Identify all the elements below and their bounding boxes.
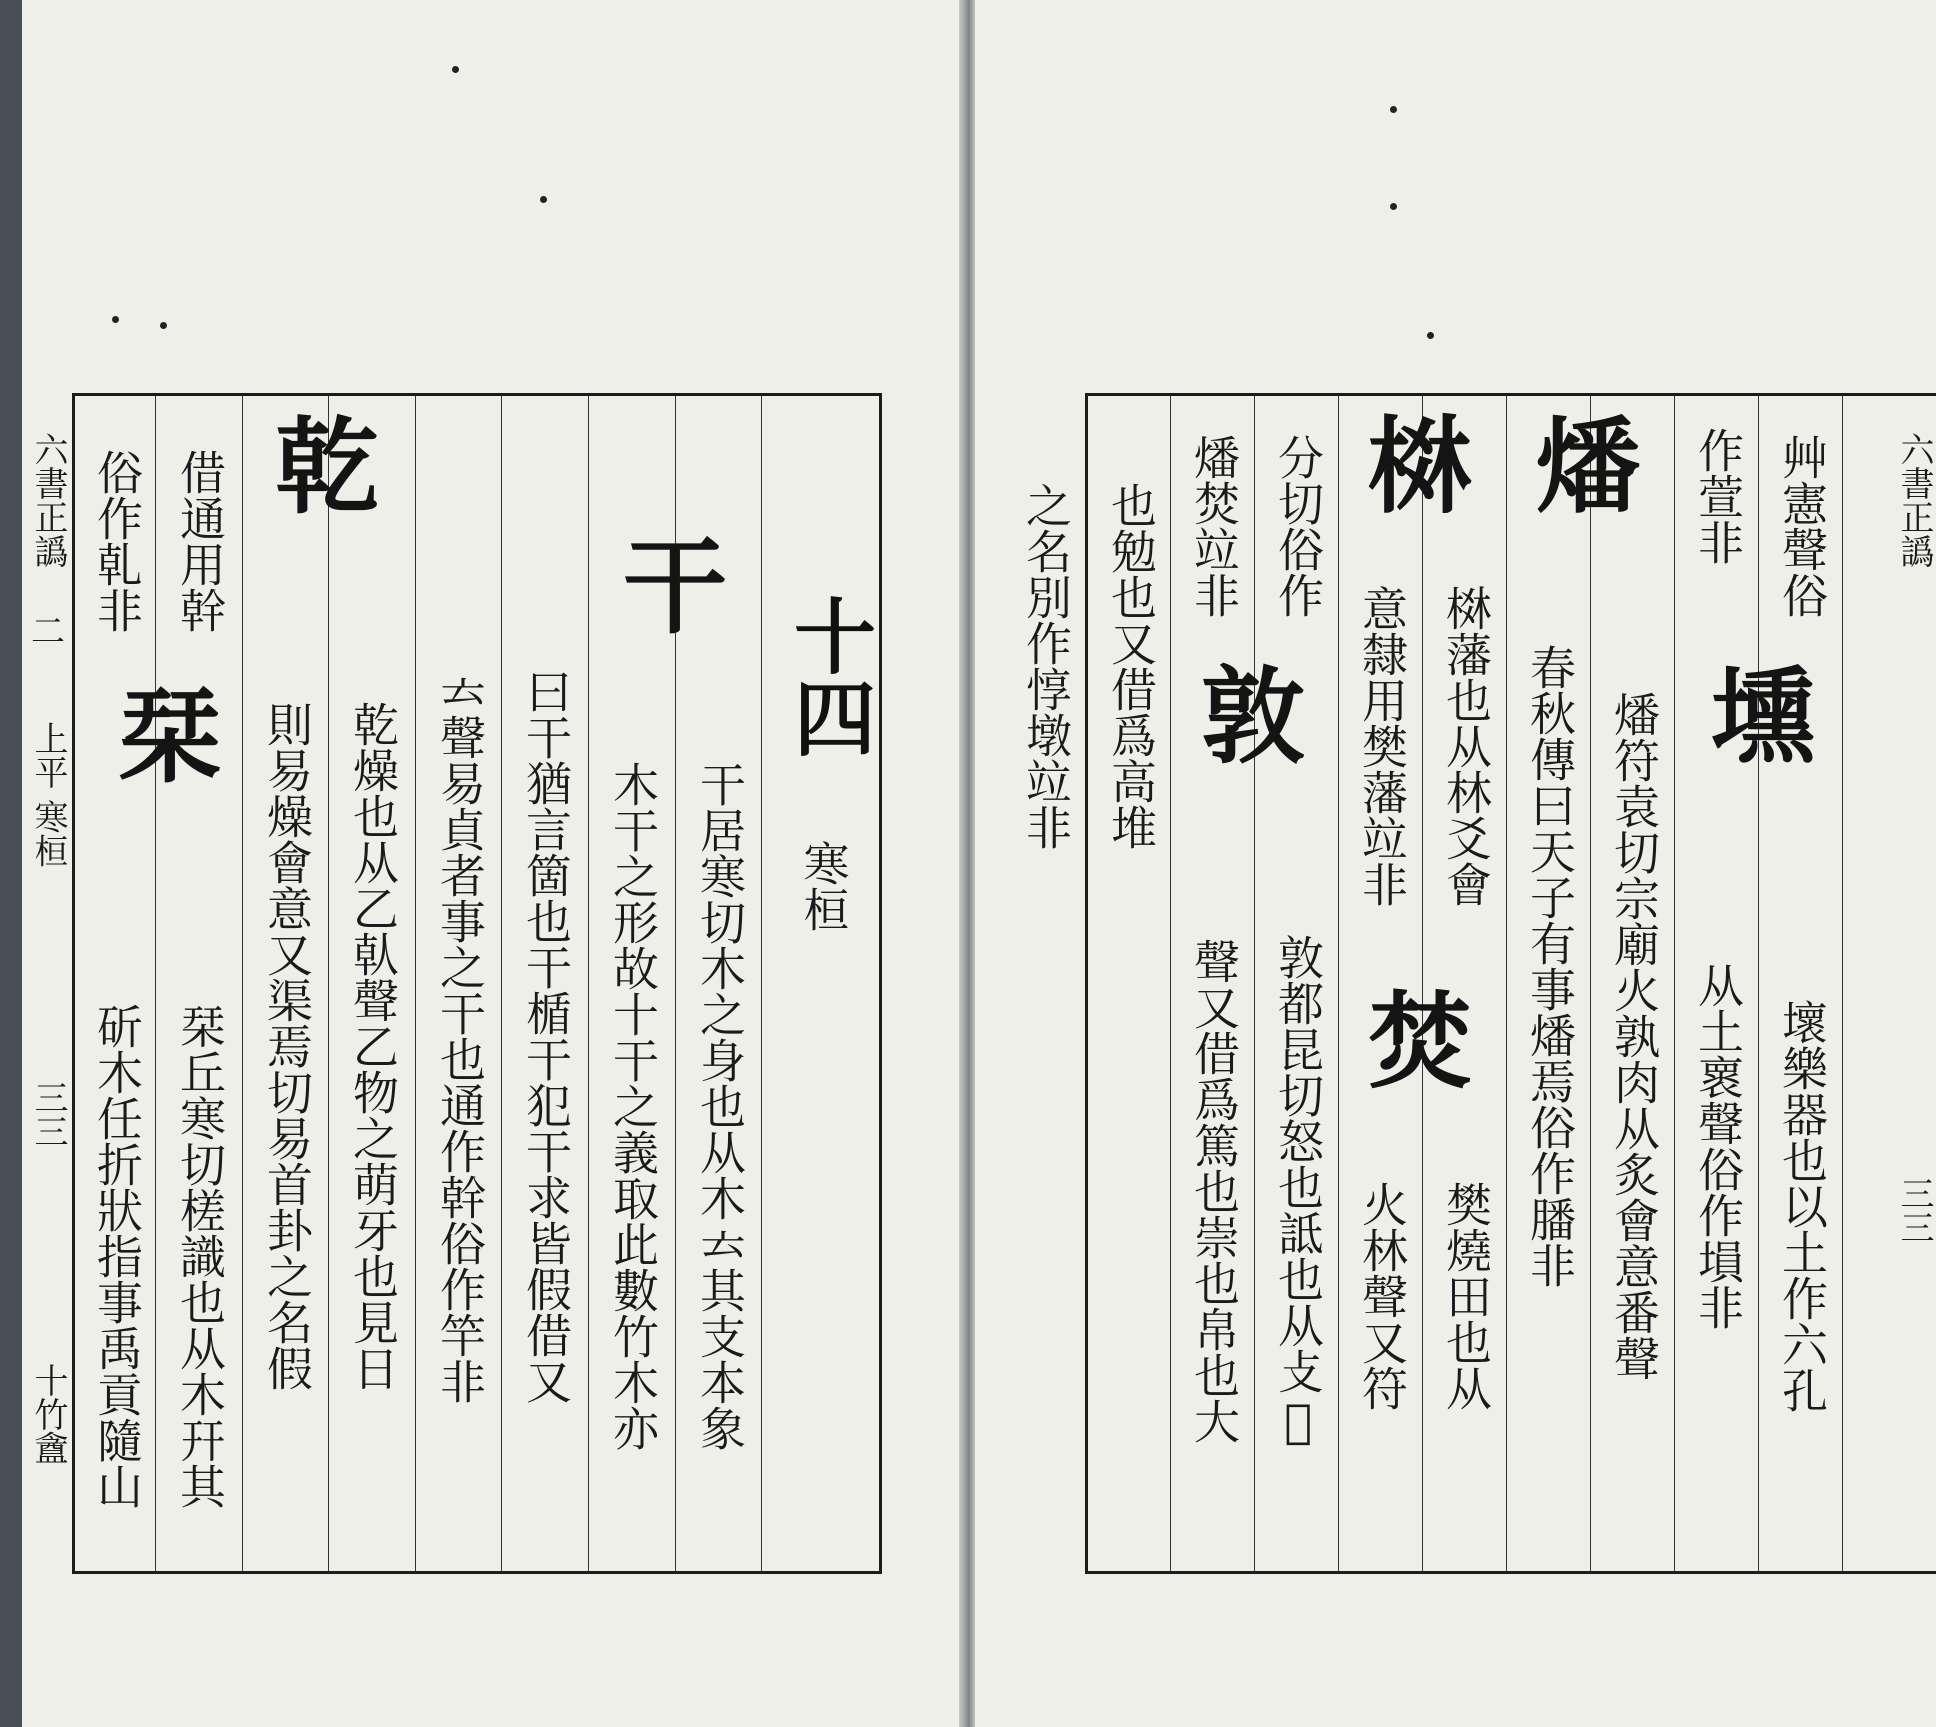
r-text-column-1: 艸憲聲俗 壞樂器也以土作六孔 [1775, 434, 1829, 1413]
head-char-xun: 壎 [1710, 655, 1815, 778]
right-margin-strip [1890, 400, 1936, 1260]
head-char-fan: 燔 [1535, 405, 1640, 528]
left-text-frame [72, 393, 882, 1574]
r-text-column-8: 燔焚竝非 聲又借爲篤也崇也帛也大 [1187, 434, 1241, 1444]
r-text-column-10: 之名別作惇墩竝非 [1019, 482, 1073, 850]
text-column-7: 借通用幹 栞丘寒切槎識也从木幵其 [173, 449, 227, 1509]
text-column-4: 𠫓聲易貞者事之干也通作幹俗作竿非 [433, 668, 487, 1404]
r-text-column-4: 春秋傳曰天子有事燔焉俗作膰非 [1523, 644, 1577, 1288]
head-char-qian: 乾 [274, 405, 379, 528]
head-char-dun: 敦 [1200, 655, 1305, 778]
text-column-8: 俗作乹非 斫木任折狀指事禹貢隨山 [90, 449, 144, 1509]
head-char-gan: 干 [622, 525, 727, 648]
r-margin-leaf-number: 三三 [1894, 1176, 1934, 1244]
margin-book-title: 六書正譌 [28, 432, 68, 568]
section-number: 十四 [780, 594, 877, 758]
margin-rhyme-group: 上平 寒桓 [28, 720, 68, 868]
text-column-2: 木干之形故十干之義取此數竹木亦 [606, 761, 660, 1451]
r-text-column-6: 意隸用樊藩竝非 火林聲又符 [1355, 585, 1409, 1411]
text-column-5: 乾燥也从乙倝聲乙物之萌牙也見日 [346, 701, 400, 1391]
margin-juan-number: 二 [31, 612, 65, 652]
text-column-3: 曰干猶言箇也干楯干犯干求皆假借又 [519, 668, 573, 1404]
r-text-column-2: 作萱非 从土褱聲俗作塤非 [1691, 427, 1745, 1330]
left-page [22, 0, 959, 1727]
book-gutter [959, 0, 975, 1727]
text-column-6: 則易燥會意又渠焉切易首卦之名假 [260, 701, 314, 1391]
margin-publisher: 十竹盦 [28, 1363, 68, 1465]
section-rhyme: 寒桓 [796, 840, 851, 932]
head-char-kan: 栞 [117, 675, 222, 798]
head-char-fan2: 棥 [1367, 405, 1472, 528]
head-char-fen: 焚 [1367, 980, 1472, 1103]
section-header [761, 576, 882, 956]
r-text-column-9: 也勉也又借爲高堆 [1104, 482, 1158, 850]
r-margin-book-title: 六書正譌 [1894, 432, 1934, 568]
left-margin-strip [24, 400, 72, 1484]
margin-leaf-number: 三三 [28, 1080, 68, 1148]
r-text-column-3: 燔符袁切宗廟火孰肉从炙會意番聲 [1607, 691, 1661, 1381]
right-text-frame [1019, 393, 1936, 1574]
r-text-column-5: 棥藩也从林爻會 樊燒田也从 [1439, 585, 1493, 1411]
text-column-1: 干居寒切木之身也从木𠫓其支本象 [693, 761, 747, 1451]
r-text-column-7: 分切俗作 敦都昆切怒也詆也从攴𦎫 [1271, 434, 1325, 1448]
right-page [975, 0, 1936, 1727]
